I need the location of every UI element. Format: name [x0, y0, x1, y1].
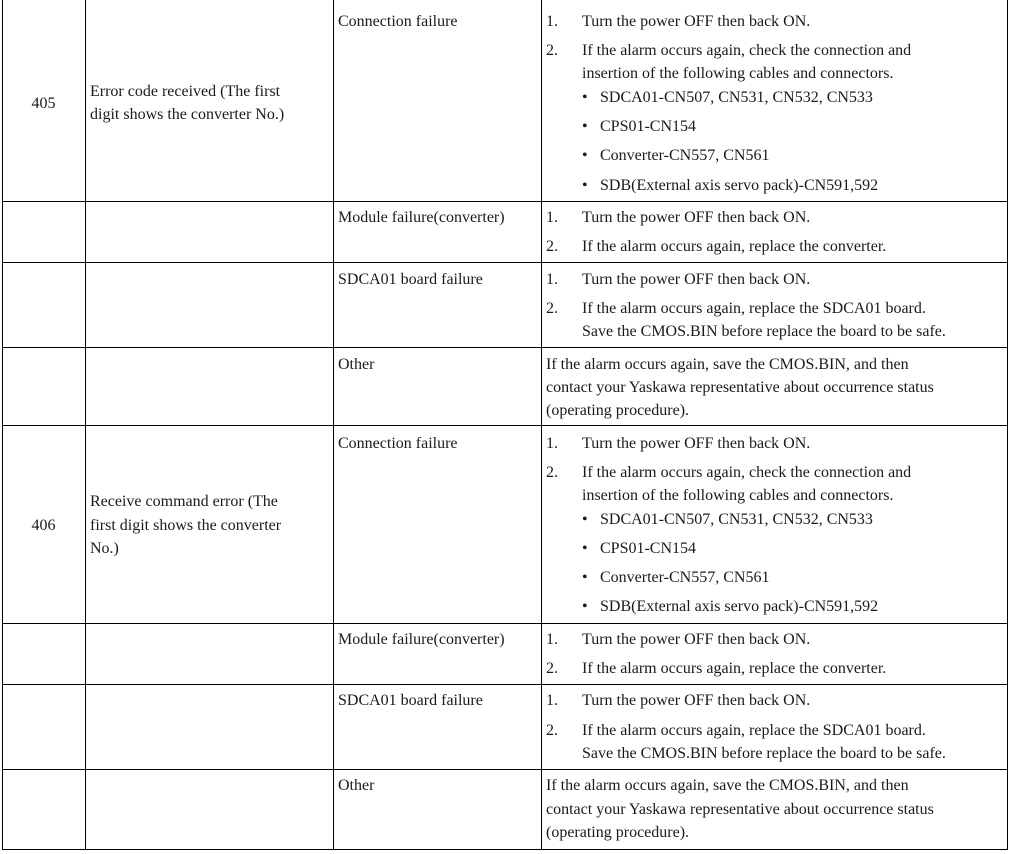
step-number: 2.	[546, 300, 558, 317]
cause-label: Connection failure	[338, 435, 458, 452]
step-text: Turn the power OFF then back ON.	[582, 13, 811, 30]
remedy-text: contact your Yaskawa representative about occurrence status	[546, 379, 934, 396]
step-number: 2.	[546, 464, 558, 481]
row-divider	[2, 623, 1008, 624]
cause-label: Connection failure	[338, 13, 458, 30]
remedy-text: If the alarm occurs again, save the CMOS.BIN, and then	[546, 777, 909, 794]
step-number: 2.	[546, 238, 558, 255]
step-number: 1.	[546, 631, 558, 648]
step-text: Turn the power OFF then back ON.	[582, 209, 811, 226]
remedy-text: If the alarm occurs again, save the CMOS.BIN, and then	[546, 356, 909, 373]
step-text: Save the CMOS.BIN before replace the board to be safe.	[582, 745, 946, 762]
cause-label: Other	[338, 356, 375, 373]
step-number: 1.	[546, 13, 558, 30]
step-text: If the alarm occurs again, replace the SDCA01 board.	[582, 722, 926, 739]
alarm-description-line: No.)	[90, 540, 119, 557]
step-text: If the alarm occurs again, check the connection and	[582, 464, 912, 481]
step-number: 1.	[546, 209, 558, 226]
alarm-code: 405	[31, 95, 56, 112]
step-number: 1.	[546, 435, 558, 452]
row-divider	[2, 684, 1008, 685]
connector-bullet: • SDB(External axis servo pack)-CN591,592	[600, 176, 878, 196]
cause-label: SDCA01 board failure	[338, 692, 483, 709]
step-text: Turn the power OFF then back ON.	[582, 435, 811, 452]
step-number: 2.	[546, 722, 558, 739]
step-text: Save the CMOS.BIN before replace the board to be safe.	[582, 323, 946, 340]
step-number: 2.	[546, 42, 558, 59]
connector-bullet: • Converter-CN557, CN561	[600, 146, 769, 166]
cause-label: SDCA01 board failure	[338, 271, 483, 288]
alarm-description-line: digit shows the converter No.)	[90, 106, 285, 123]
cause-label: Module failure(converter)	[338, 209, 505, 226]
step-number: 1.	[546, 271, 558, 288]
step-text: Turn the power OFF then back ON.	[582, 692, 811, 709]
row-divider	[2, 262, 1008, 263]
step-number: 1.	[546, 692, 558, 709]
cause-label: Other	[338, 777, 375, 794]
connector-bullet: • SDCA01-CN507, CN531, CN532, CN533	[600, 510, 873, 530]
cause-label: Module failure(converter)	[338, 631, 505, 648]
step-text: If the alarm occurs again, replace the SDCA01 board.	[582, 300, 926, 317]
connector-bullet: • SDCA01-CN507, CN531, CN532, CN533	[600, 88, 873, 108]
step-text: If the alarm occurs again, replace the converter.	[582, 660, 887, 677]
row-divider	[2, 769, 1008, 770]
step-text: Turn the power OFF then back ON.	[582, 631, 811, 648]
remedy-text: contact your Yaskawa representative about occurrence status	[546, 801, 934, 818]
step-number: 2.	[546, 660, 558, 677]
connector-bullet: • CPS01-CN154	[600, 117, 696, 137]
remedy-text: (operating procedure).	[546, 402, 690, 419]
table-border-bottom	[2, 849, 1008, 850]
alarm-description-line: first digit shows the converter	[90, 517, 282, 534]
connector-bullet: • CPS01-CN154	[600, 539, 696, 559]
row-divider	[2, 425, 1008, 426]
step-text: If the alarm occurs again, replace the converter.	[582, 238, 887, 255]
alarm-code: 406	[31, 517, 56, 534]
connector-bullet: • Converter-CN557, CN561	[600, 568, 769, 588]
alarm-description-line: Error code received (The first	[90, 83, 281, 100]
step-text: insertion of the following cables and connectors.	[582, 487, 894, 504]
row-divider	[2, 347, 1008, 348]
step-text: Turn the power OFF then back ON.	[582, 271, 811, 288]
row-divider	[2, 201, 1008, 202]
connector-bullet: • SDB(External axis servo pack)-CN591,592	[600, 597, 878, 617]
step-text: insertion of the following cables and connectors.	[582, 65, 894, 82]
alarm-description-line: Receive command error (The	[90, 493, 278, 510]
remedy-text: (operating procedure).	[546, 824, 690, 841]
step-text: If the alarm occurs again, check the connection and	[582, 42, 912, 59]
